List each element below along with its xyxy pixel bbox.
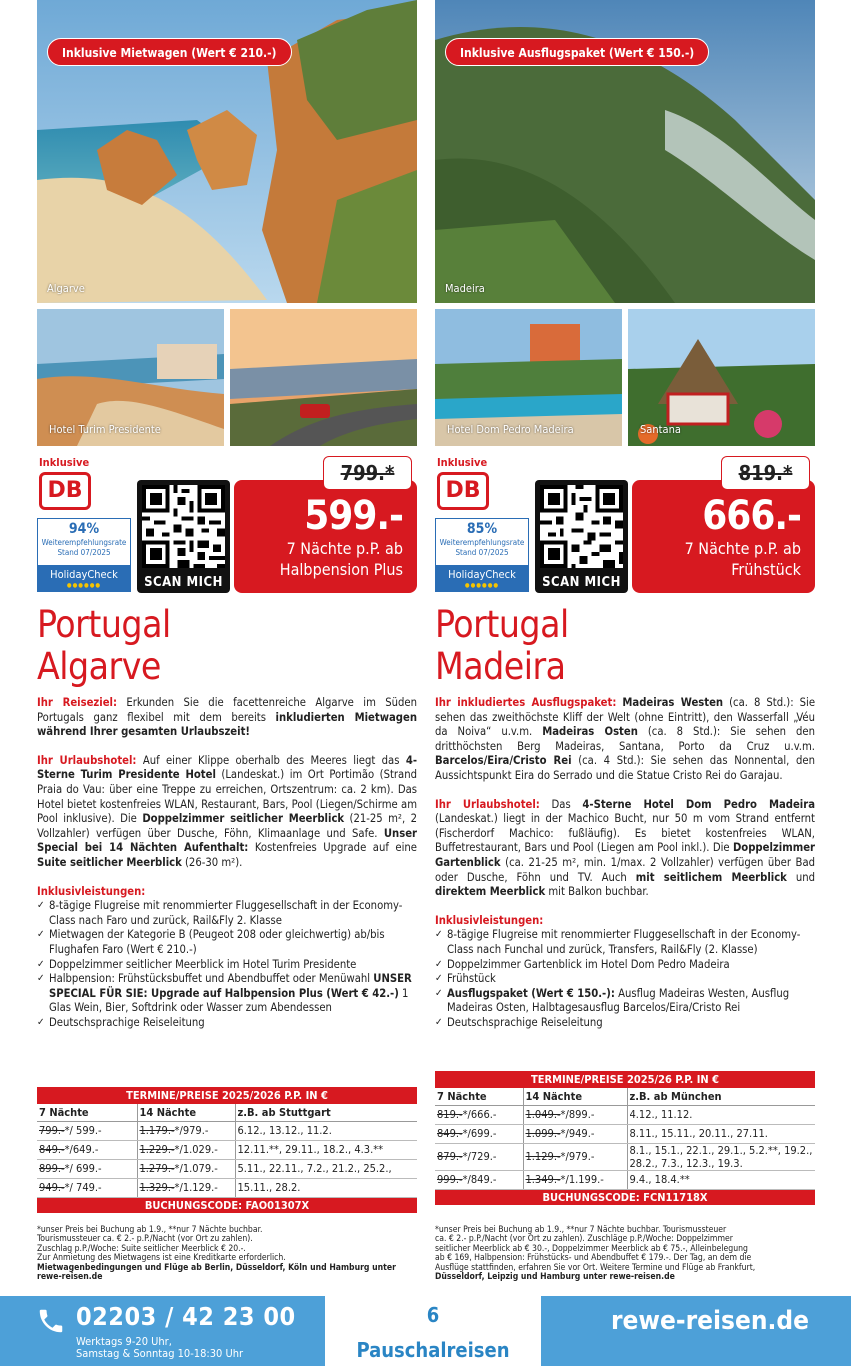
price-7-nights: 819.-*/666.- — [435, 1105, 523, 1124]
travel-dates: 5.11., 22.11., 7.2., 21.2., 25.2., — [235, 1159, 417, 1178]
photo-caption: Algarve — [47, 282, 85, 295]
footnotes — [435, 1226, 815, 1282]
db-logo-text: DB — [47, 478, 83, 503]
hotel-photo — [435, 309, 622, 446]
inklusive-label: Inklusive — [437, 456, 488, 469]
holidaycheck-label: Weiterempfehlungsrate — [41, 538, 127, 547]
qr-code[interactable] — [137, 480, 230, 593]
table-header: TERMINE/PREISE 2025/26 P.P. IN € — [435, 1071, 815, 1088]
title-region: Madeira — [435, 645, 566, 688]
footnote-line: *unser Preis bei Buchung ab 1.9., **nur 7 Nächte buchbar. Tourismussteuer — [435, 1225, 727, 1235]
footnote-line: Zuschlag p.P./Woche: Suite seitlicher Meerblick € 20.-. — [37, 1243, 246, 1254]
old-price-tag — [323, 456, 412, 490]
car-road-image — [230, 309, 417, 446]
ausflugspaket-paragraph: Ihr inkludiertes Ausflugspaket: Madeiras Westen (ca. 8 Std.): Sie sehen das zweithöchste Kliff der Welt (ohne Eintritt), den Wasserfall „Véu da Noiva“ u.v.m. Madeiras Osten (ca. 8 Std.): Sie sehen den dritthöchsten Berg Madeiras, Santana, Porto da Cruz u.v.m. Barcelos/Eira/Cristo Rei (ca. 4 Std.): Sie sehen das Nonnental, den Aussichtspunkt Eira do Serrado und die Statue Cristo Rei do Garajau. — [435, 696, 816, 782]
price-14-nights: 1.349.-*/1.199.- — [523, 1170, 627, 1189]
new-price: 599.- — [304, 493, 403, 539]
ausflugspaket-badge: Inklusive Ausflugspaket (Wert € 150.-) — [445, 38, 709, 66]
list-item: ✓ Frühstück — [435, 972, 815, 987]
price-14-nights: 1.129.-*/979.- — [523, 1143, 627, 1170]
price-7-nights: 849.-*/649.- — [37, 1140, 137, 1159]
holidaycheck-date: Stand 07/2025 — [455, 548, 509, 557]
list-item: ✓ Doppelzimmer Gartenblick im Hotel Dom Pedro Madeira — [435, 958, 815, 973]
footnote-line: Ausflüge stattfinden, erfahren Sie vor Ort. Weitere Termine und Flüge ab Frankfurt, — [435, 1262, 756, 1273]
travel-dates: 9.4., 18.4.** — [627, 1170, 815, 1189]
reiseziel-paragraph: Ihr Reiseziel: Erkunden Sie die facettenreiche Algarve im Süden Portugals ganz flexibel mit dem bereits inkludierten Mietwagen während Ihrer gesamten Urlaubszeit! — [37, 696, 418, 739]
price-box — [632, 480, 815, 593]
price-14-nights: 1.329.-*/1.129.- — [137, 1178, 235, 1197]
price-14-nights: 1.049.-*/899.- — [523, 1105, 627, 1124]
table-row — [37, 1178, 417, 1197]
column-header: z.B. ab Stuttgart — [235, 1104, 417, 1121]
holidaycheck-stars-icon: ●●●●●● — [66, 582, 102, 589]
travel-dates: 12.11.**, 29.11., 18.2., 4.3.** — [235, 1140, 417, 1159]
list-item: ✓ Halbpension: Frühstücksbuffet und Abendbuffet oder Menüwahl UNSER SPECIAL FÜR SIE: Upgrade auf Halbpension Plus (Wert € 42.-) 1 Glas Wein, Bier, Softdrink oder Wasser zum Abendessen — [37, 972, 417, 1016]
phone-icon — [36, 1306, 66, 1336]
table-header: TERMINE/PREISE 2025/2026 P.P. IN € — [37, 1087, 417, 1104]
price-desc-line: Frühstück — [731, 560, 801, 579]
table-row — [435, 1143, 815, 1170]
price-14-nights: 1.099.-*/949.- — [523, 1124, 627, 1143]
inklusivleistungen-title: Inklusivleistungen: — [37, 884, 146, 898]
section-title: Pauschalreisen — [356, 1338, 510, 1362]
holidaycheck-stars-icon: ●●●●●● — [464, 582, 500, 589]
booking-code: BUCHUNGSCODE: FAO01307X — [37, 1197, 417, 1213]
table-row — [435, 1105, 815, 1124]
santana-photo — [628, 309, 815, 446]
hotel-photo — [37, 309, 224, 446]
list-item: ✓ 8-tägige Flugreise mit renommierter Fluggesellschaft in der Economy-Class nach Faro und zurück, Rail&Fly 2. Klasse — [37, 899, 417, 928]
qr-code-icon — [142, 485, 225, 568]
price-description — [685, 538, 801, 580]
price-desc-line: 7 Nächte p.P. ab — [286, 539, 403, 558]
page-number: 6 — [426, 1303, 440, 1327]
holidaycheck-badge — [37, 518, 131, 592]
column-header: 14 Nächte — [137, 1104, 235, 1121]
price-7-nights: 849.-*/699.- — [435, 1124, 523, 1143]
price-7-nights: 999.-*/849.- — [435, 1170, 523, 1189]
column-header: 7 Nächte — [435, 1088, 523, 1105]
list-item: ✓ Ausflugspaket (Wert € 150.-): Ausflug Madeiras Westen, Ausflug Madeiras Osten, Halbtagesausflug Barcelos/Eira/Cristo Rei — [435, 987, 815, 1016]
travel-dates: 4.12., 11.12. — [627, 1105, 815, 1124]
page-info — [332, 1296, 534, 1366]
price-7-nights: 949.-*/ 749.- — [37, 1178, 137, 1197]
footnote-line: *unser Preis bei Buchung ab 1.9., **nur 7 Nächte buchbar. — [37, 1225, 263, 1235]
footnote-line: ab € 169, Halbpension: Frühstücks- und Abendbuffet € 179.-. Der Tag, an dem die — [435, 1253, 752, 1264]
price-7-nights: 799.-*/ 599.- — [37, 1121, 137, 1140]
price-desc-line: Halbpension Plus — [279, 560, 403, 579]
inklusivleistungen-title: Inklusivleistungen: — [435, 913, 544, 927]
qr-scan-label: SCAN MICH — [144, 575, 223, 590]
db-logo-text: DB — [445, 478, 481, 503]
price-7-nights: 879.-*/729.- — [435, 1143, 523, 1170]
price-14-nights: 1.229.-*/1.029.- — [137, 1140, 235, 1159]
footnotes — [37, 1226, 417, 1282]
algarve-photo — [37, 0, 417, 303]
website-link[interactable]: rewe-reisen.de — [611, 1306, 809, 1336]
db-logo — [39, 472, 91, 510]
description — [37, 696, 417, 1030]
travel-dates: 8.11., 15.11., 20.11., 27.11. — [627, 1124, 815, 1143]
website-bar[interactable] — [541, 1296, 851, 1366]
column-header: 7 Nächte — [37, 1104, 137, 1121]
qr-code-icon — [540, 485, 623, 568]
photo-caption: Hotel Turim Presidente — [49, 423, 161, 436]
title-country: Portugal — [37, 603, 171, 646]
holidaycheck-brand: HolidayCheck — [436, 565, 528, 591]
title-country: Portugal — [435, 603, 569, 646]
column-header: z.B. ab München — [627, 1088, 815, 1105]
inklusive-label: Inklusive — [39, 456, 90, 469]
old-price: 799.* — [340, 461, 395, 485]
footnote-line: seitlicher Meerblick ab € 30.-, Doppelzimmer Meerblick ab € 75.-, Alleinbelegung — [435, 1243, 748, 1254]
table-row — [37, 1140, 417, 1159]
mietwagen-badge: Inklusive Mietwagen (Wert € 210.-) — [47, 38, 292, 66]
table-row — [435, 1124, 815, 1143]
holidaycheck-rate: 94% — [68, 521, 100, 537]
opening-hours — [76, 1336, 243, 1360]
booking-code: BUCHUNGSCODE: FCN11718X — [435, 1189, 815, 1205]
urlaubshotel-paragraph: Ihr Urlaubshotel: Das 4-Sterne Hotel Dom Pedro Madeira (Landeskat.) liegt in der Machico Bucht, nur 50 m vom Strand entfernt (Fischerdorf Machico: fußläufig). Es bietet kostenfreies WLAN, Buffetrestaurant, Bars und Pool (Liegen am Pool inkl.). Die Doppelzimmer Gartenblick (ca. 21-25 m², min. 1/max. 2 Vollzahler) verfügen über Bad oder Dusche, Föhn und TV. Auch mit seitlichem Meerblick und direktem Meerblick mit Balkon buchbar. — [435, 797, 816, 899]
price-description — [280, 538, 403, 580]
hours-line: Samstag & Sonntag 10-18:30 Uhr — [76, 1347, 244, 1360]
table-row — [37, 1121, 417, 1140]
list-item: ✓ Mietwagen der Kategorie B (Peugeot 208 oder gleichwertig) ab/bis Flughafen Faro (Wert € 210.-) — [37, 928, 417, 957]
list-item: ✓ Deutschsprachige Reiseleitung — [37, 1016, 417, 1031]
description — [435, 696, 815, 1030]
inklusivleistungen-list — [435, 928, 815, 1030]
title-region: Algarve — [37, 645, 161, 688]
list-item: ✓ Deutschsprachige Reiseleitung — [435, 1016, 815, 1031]
photo-caption: Hotel Dom Pedro Madeira — [447, 423, 574, 436]
price-table — [435, 1071, 815, 1205]
footnote-line: Mietwagenbedingungen und Flüge ab Berlin, Düsseldorf, Köln und Hamburg unter — [37, 1262, 396, 1273]
qr-scan-label: SCAN MICH — [542, 575, 621, 590]
holidaycheck-brand: HolidayCheck — [38, 565, 130, 591]
qr-code[interactable] — [535, 480, 628, 593]
inklusivleistungen-list — [37, 899, 417, 1030]
car-photo — [230, 309, 417, 446]
holidaycheck-rate: 85% — [466, 521, 498, 537]
holidaycheck-date: Stand 07/2025 — [57, 548, 111, 557]
column-header: 14 Nächte — [523, 1088, 627, 1105]
travel-dates: 6.12., 13.12., 11.2. — [235, 1121, 417, 1140]
footnote-line: ca. € 2.- p.P./Nacht (vor Ort zu zahlen). Zuschläge p.P./Woche: Doppelzimmer — [435, 1234, 733, 1245]
footnote-line: Zur Anmietung des Mietwagens ist eine Kreditkarte erforderlich. — [37, 1253, 286, 1264]
holidaycheck-badge — [435, 518, 529, 592]
table-row — [37, 1159, 417, 1178]
destination-title — [37, 604, 171, 688]
price-table — [37, 1087, 417, 1213]
footnote-line: Tourismussteuer ca. € 2.- p.P./Nacht (vor Ort zu zahlen). — [37, 1234, 253, 1245]
hours-line: Werktags 9-20 Uhr, — [76, 1335, 172, 1348]
table-row — [435, 1170, 815, 1189]
price-14-nights: 1.179.-*/979.- — [137, 1121, 235, 1140]
old-price: 819.* — [738, 461, 793, 485]
price-box — [234, 480, 417, 593]
new-price: 666.- — [702, 493, 801, 539]
list-item: ✓ Doppelzimmer seitlicher Meerblick im Hotel Turim Presidente — [37, 958, 417, 973]
price-7-nights: 899.-*/ 699.- — [37, 1159, 137, 1178]
footnote-line: Düsseldorf, Leipzig und Hamburg unter rewe-reisen.de — [435, 1272, 675, 1283]
photo-caption: Santana — [640, 423, 681, 436]
footnote-link[interactable]: rewe-reisen.de — [37, 1272, 103, 1283]
photo-caption: Madeira — [445, 282, 485, 295]
travel-dates: 15.11., 28.2. — [235, 1178, 417, 1197]
old-price-tag — [721, 456, 810, 490]
destination-title — [435, 604, 569, 688]
db-logo — [437, 472, 489, 510]
holidaycheck-label: Weiterempfehlungsrate — [439, 538, 525, 547]
price-14-nights: 1.279.-*/1.079.- — [137, 1159, 235, 1178]
phone-bar[interactable] — [0, 1296, 325, 1366]
madeira-photo — [435, 0, 815, 303]
price-desc-line: 7 Nächte p.P. ab — [684, 539, 801, 558]
phone-number[interactable]: 02203 / 42 23 00 — [76, 1302, 296, 1331]
travel-dates: 8.1., 15.1., 22.1., 29.1., 5.2.**, 19.2., 28.2., 7.3., 12.3., 19.3. — [627, 1143, 815, 1170]
urlaubshotel-paragraph: Ihr Urlaubshotel: Auf einer Klippe oberhalb des Meeres liegt das 4-Sterne Turim Presidente Hotel (Landeskat.) im Ort Portimão (Strand Praia do Vau: über eine Treppe zu erreichen, Ortszentrum: ca. 2 km). Das Hotel bietet kostenfreies WLAN, Restaurant, Bars, Pool (Liegen/Schirme am Pool inklusive). Die Doppelzimmer seitlicher Meerblick (21-25 m², 2 Vollzahler) verfügen über Dusche, Föhn, Klimaanlage und Safe. Unser Special bei 14 Nächten Aufenthalt: Kostenfreies Upgrade auf eine Suite seitlicher Meerblick (26-30 m²). — [37, 753, 418, 869]
list-item: ✓ 8-tägige Flugreise mit renommierter Fluggesellschaft in der Economy-Class nach Funchal und zurück, Transfers, Rail&Fly (2. Klasse) — [435, 928, 815, 957]
